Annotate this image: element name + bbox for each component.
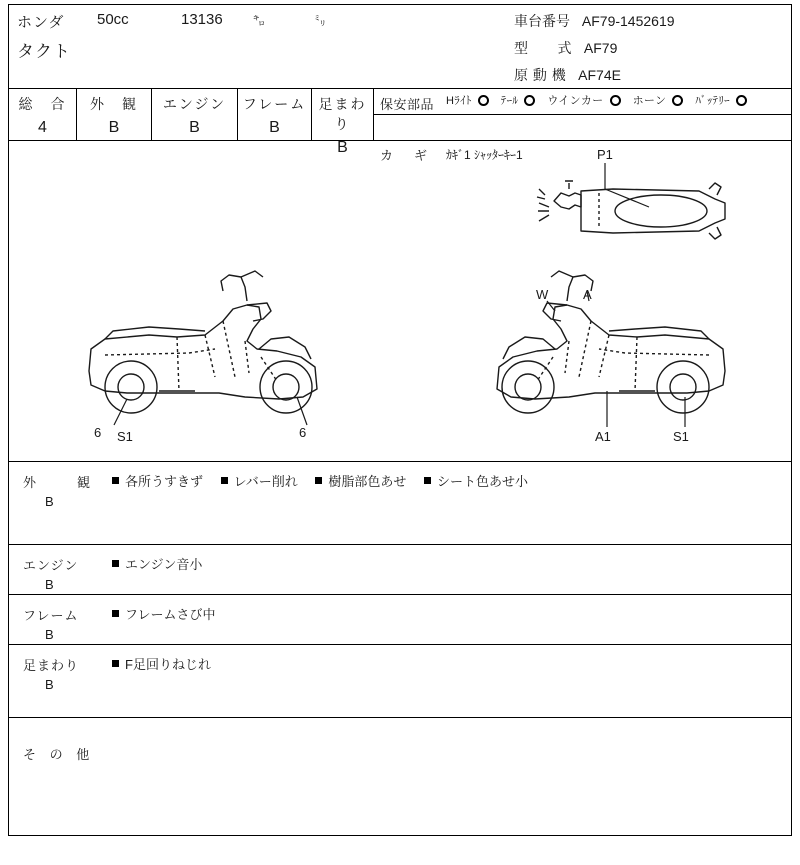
header-right	[514, 5, 791, 89]
comment-row-engine	[9, 545, 791, 595]
scooter-top-view	[537, 181, 725, 239]
circle-ok-icon	[736, 95, 747, 106]
grade-cell-suspension	[312, 89, 374, 156]
comment-item-text: シート色あせ小	[437, 474, 529, 489]
chassis-number-label: 車台番号	[514, 13, 570, 29]
comment-items	[112, 604, 229, 623]
header-left	[9, 5, 509, 89]
diagram-label-a: A	[583, 287, 592, 302]
comment-item	[112, 471, 203, 490]
header	[9, 5, 791, 89]
scooter-right-side-view	[497, 271, 725, 413]
equipment-items	[446, 92, 756, 108]
comment-grade: B	[45, 577, 54, 592]
equipment-item-headlight	[446, 92, 489, 108]
bullet-square-icon	[112, 610, 119, 617]
grade-label: エンジン	[162, 96, 227, 112]
diagram-label-s1-right: S1	[673, 429, 689, 444]
type-label: 型 式	[514, 40, 572, 56]
comment-item	[112, 554, 202, 573]
key-value: ｶｷﾞ1 ｼｬｯﾀｰｷｰ1	[446, 148, 523, 162]
comment-grade: B	[45, 494, 54, 509]
comment-item-text: エンジン音小	[125, 557, 203, 572]
damage-diagram	[9, 141, 791, 462]
comment-category: 外 観	[23, 475, 96, 490]
diagram-svg	[9, 141, 791, 461]
chassis-number-row	[514, 11, 675, 31]
comment-item-text: F足回りねじれ	[125, 657, 211, 672]
grade-cell-total	[9, 89, 77, 141]
comment-items	[112, 654, 225, 673]
comment-item	[424, 471, 528, 490]
equipment-item-label: ホーン	[632, 95, 667, 107]
comment-category: エンジン	[23, 558, 79, 573]
engine-value: AF74E	[578, 67, 621, 83]
grade-value: B	[189, 119, 200, 136]
displacement: 50cc	[97, 11, 129, 28]
engine-label: 原 動 機	[514, 67, 567, 83]
circle-ok-icon	[478, 95, 489, 106]
comment-grade: B	[45, 677, 54, 692]
bullet-square-icon	[221, 477, 228, 484]
scooter-left-side-view	[89, 271, 317, 413]
equipment-item-label: Hﾗｲﾄ	[446, 95, 472, 107]
grade-cell-engine	[152, 89, 238, 141]
equipment-row	[374, 89, 791, 115]
key-title: カ ギ	[380, 148, 432, 163]
mileage-unit: ㌔	[253, 14, 266, 28]
diagram-label-6-right: 6	[299, 425, 307, 440]
grade-cell-frame	[238, 89, 312, 141]
grade-label: 総 合	[18, 96, 67, 112]
comment-item-text: 各所うすきず	[125, 474, 204, 489]
comment-row-exterior	[9, 462, 791, 545]
comment-row-frame	[9, 595, 791, 645]
comment-items	[112, 554, 216, 573]
equipment-item-label: ﾊﾞｯﾃﾘｰ	[695, 95, 730, 107]
comment-item	[221, 471, 298, 490]
grade-cell-exterior	[77, 89, 152, 141]
diagram-label-s1-left: S1	[117, 429, 133, 444]
comment-grade: B	[45, 627, 54, 642]
bullet-square-icon	[112, 660, 119, 667]
grade-label: フレーム	[242, 96, 307, 112]
bullet-square-icon	[112, 560, 119, 567]
diagram-label-6-left: 6	[94, 425, 102, 440]
comment-item	[315, 471, 406, 490]
equipment-item-taillight	[501, 92, 535, 108]
diagram-label-p1: P1	[597, 147, 613, 162]
comment-item-text: 樹脂部色あせ	[328, 474, 407, 489]
bullet-square-icon	[112, 477, 119, 484]
other-label: そ の 他	[23, 747, 95, 762]
mileage-note: ㍉	[314, 14, 327, 28]
circle-ok-icon	[524, 95, 535, 106]
equipment-title: 保安部品	[380, 97, 435, 112]
comment-category: 足まわり	[23, 658, 80, 673]
model-name: タクト	[17, 42, 71, 61]
grade-value: B	[269, 119, 280, 136]
comment-item-text: レバー削れ	[233, 474, 298, 489]
equipment-item-winker	[547, 92, 620, 108]
grade-label: 足まわり	[318, 96, 367, 132]
grade-value: B	[337, 139, 348, 156]
circle-ok-icon	[610, 95, 621, 106]
equipment-item-battery	[695, 92, 747, 108]
type-value: AF79	[583, 40, 618, 56]
comment-row-other	[9, 718, 791, 836]
mileage-value: 13136	[181, 11, 223, 28]
equipment-item-label: ウインカー	[547, 95, 604, 107]
comment-items	[112, 471, 542, 490]
diagram-label-w: W	[536, 287, 549, 302]
comment-item-text: フレームさび中	[125, 607, 216, 622]
type-row	[514, 38, 617, 58]
grade-value: B	[108, 119, 120, 136]
bullet-square-icon	[424, 477, 431, 484]
diagram-label-a1: A1	[595, 429, 611, 444]
maker-name: ホンダ	[17, 14, 65, 31]
comment-row-suspension	[9, 645, 791, 718]
equipment-item-label: ﾃｰﾙ	[500, 95, 519, 107]
circle-ok-icon	[672, 95, 683, 106]
equipment-item-horn	[633, 92, 684, 108]
grade-value: 4	[38, 119, 47, 136]
diagram-leader-lines	[114, 163, 685, 427]
grade-label: 外 観	[90, 96, 138, 112]
comment-category: フレーム	[23, 608, 79, 623]
chassis-number-value: AF79-1452619	[581, 13, 675, 29]
engine-row	[514, 65, 621, 85]
comment-item	[112, 604, 215, 623]
comment-item	[112, 654, 211, 673]
bullet-square-icon	[315, 477, 322, 484]
